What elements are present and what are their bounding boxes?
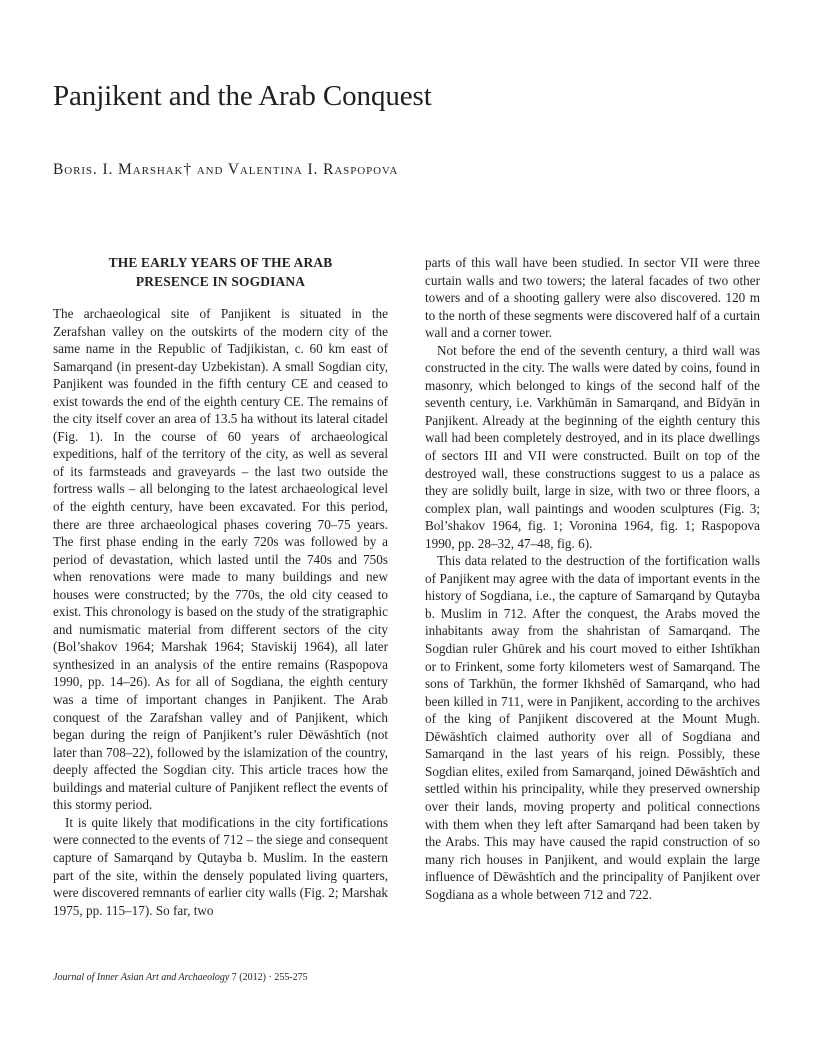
section-heading: THE EARLY YEARS OF THE ARAB PRESENCE IN SOGDIANA [108, 255, 333, 289]
article-title: Panjikent and the Arab Conquest [53, 80, 432, 112]
left-column [53, 254, 388, 919]
right-paragraph-3: This data related to the destruction of the fortification walls of Panjikent may agree with the data of important events in the history of Sogdiana, i.e., the capture of Samarqand by Qutayba b. Muslim in 712. After the conquest, the Arabs moved the inhabitants away from the shahristan of Samarqand. The Sogdian ruler Ghūrek and his court moved to either Ishtīkhan or to Frinkent, some forty kilometers west of Samarqand. The sons of Tarkhūn, the former Ikhshēd of Samarqand, who had been killed in 711, were in Panjikent, according to the archives of the king of Panjikent discovered at the Mount Mugh. Dēwāshtīch claimed authority over all of Sogdiana and Samarqand in the last years of his reign. Possibly, these Sogdian elites, exiled from Samarqand, joined Dēwāshtīch and settled within his principality, while they preserved ownership over their lands, moving property and political connections with them when they left after Samarqand had been taken by the Arabs. This may have caused the rapid construction of so many rich houses in Panjikent, and would explain the large influence of Dēwāshtīch and the principality of Panjikent over Sogdiana as a whole between 712 and 722. [425, 553, 760, 902]
footer-pages: 255-275 [274, 972, 308, 983]
right-paragraph-1: parts of this wall have been studied. In sector VII were three curtain walls and two towers; the lateral facades of two other towers and of a shooting gallery were also discovered. 120 m to the north of these segments were discovered half of a curtain wall and a corner tower. [425, 255, 760, 341]
article-authors: Boris. I. Marshak† and Valentina I. Raspopova [53, 161, 399, 178]
left-paragraph-2: It is quite likely that modifications in the city fortifications were connected to the events of 712 – the siege and consequent capture of Samarqand by Qutayba b. Muslim. In the eastern part of the site, within the densely populated living quarters, were discovered remnants of earlier city walls (Fig. 2; Marshak 1975, pp. 115–17). So far, two [53, 814, 388, 918]
footer-volume: 7 (2012) [231, 972, 266, 983]
right-column [425, 254, 760, 903]
right-paragraph-2: Not before the end of the seventh century, a third wall was constructed in the city. The walls were dated by coins, found in masonry, which belonged to kings of the second half of the seventh century, i.e. Varkhūmān in Samarqand, and Bīdyān in Panjikent. Already at the beginning of the eighth century this wall had been completely destroyed, and in its place dwellings of sectors III and VII were constructed. Built on top of the destroyed wall, these constructions suggest to us a palace as they are solidly built, large in size, with two or three floors, a complex plan, wall paintings and wooden sculptures (Fig. 3; Bol’shakov 1964, fig. 1; Voronina 1964, fig. 1; Raspopova 1990, pp. 28–32, 47–48, fig. 6). [425, 342, 760, 551]
footer-separator: · [268, 972, 272, 983]
footer-journal: Journal of Inner Asian Art and Archaeology [53, 972, 230, 983]
page-footer [53, 971, 553, 984]
left-paragraph-1: The archaeological site of Panjikent is situated in the Zerafshan valley on the outskirts of the modern city of the same name in the Republic of Tadjikistan, c. 60 km east of Samarqand (in present-day Uzbekistan). A small Sogdian city, Panjikent was founded in the fifth century CE and ceased to exist towards the end of the eighth century CE. The remains of the city itself cover an area of 13.5 ha without its lateral citadel (Fig. 1). In the course of 60 years of archaeological expeditions, half of the territory of the city, as well as several of its farmsteads and graveyards – the last two outside the fortress walls – all belonging to the latest archaeological level of the eighth century, have been excavated. For this period, there are three archaeological phases covering 70–75 years. The first phase ending in the early 720s was followed by a period of devastation, which lasted until the 740s and 750s when renovations were made to many buildings and new houses were constructed; by the 770s, the old city ceased to exist. This chronology is based on the study of the stratigraphic and numismatic material from different sectors of the city (Bol’shakov 1964; Marshak 1964; Staviskij 1964), all later synthesized in an analysis of the entire remains (Raspopova 1990, pp. 14–26). As for all of Sogdiana, the eighth century was a time of important changes in Panjikent. The Arab conquest of the Zarafshan valley and of Panjikent, which began during the reign of Panjikent’s ruler Dēwāshtīch (not later than 708–22), followed by the islamization of the country, deeply affected the Sogdian city. This article traces how the buildings and material culture of Panjikent reflect the events of this stormy period. [53, 306, 388, 813]
